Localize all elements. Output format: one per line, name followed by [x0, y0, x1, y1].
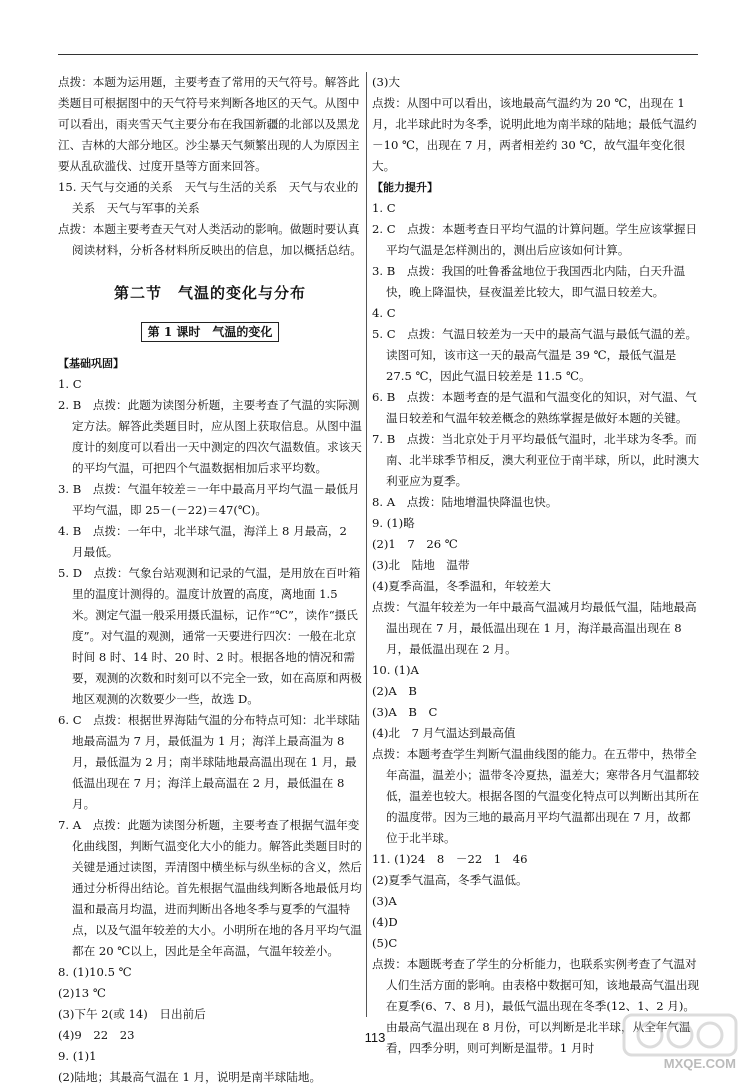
answer-item: 5. C 点拨：气温日较差为一天中的最高气温与最低气温的差。读图可知，该市这一天的最高气温是 39 ℃，最低气温是 27.5 ℃，因此气温日较差是 11.5 ℃。	[372, 327, 698, 383]
answer-item: 9. (1)略	[372, 516, 415, 530]
answer-item: (3)大	[372, 75, 401, 89]
answer-item: (3)A	[372, 894, 397, 908]
lesson-title: 第 1 课时 气温的变化	[141, 322, 280, 342]
answer-item: (4)北 7 月气温达到最高值	[372, 726, 516, 740]
question-15: 15. 天气与交通的关系 天气与生活的关系 天气与农业的关系 天气与军事的关系	[58, 180, 359, 215]
answer-item: 7. A 点拨：此题为读图分析题，主要考查了根据气温年变化曲线图，判断气温变化大小的能力。解答此类题目时的关键是通过读图，弄清图中横坐标与纵坐标的含义，然后通过分析得出结论。首先根据气温曲线判断各地最低月均温和最高月均温，进而判断出各地冬季与夏季的气温特点，以及气温年较差的大小。小明所在地的各月平均气温都在 20 ℃以上，因此是全年高温，气温年较差小。	[58, 818, 362, 958]
answer-item: 7. B 点拨：当北京处于月平均最低气温时，北半球为冬季。而南、北半球季节相反，澳大利亚位于南半球，所以，此时澳大利亚应为夏季。	[372, 432, 700, 488]
answer-item: 11. (1)24 8 －22 1 46	[372, 852, 528, 866]
column-divider	[366, 72, 367, 1017]
answer-item: (3)A B C	[372, 705, 438, 719]
watermark-text: MXQE.COM	[663, 1056, 736, 1071]
answer-item: 点拨：本题既考查了学生的分析能力，也联系实例考查了气温对人们生活方面的影响。由表格中数据可知，该地最高气温出现在夏季(6、7、8 月)，最低气温出现在冬季(12、1、2 月)。由最高气温出现在 8 月份，可以判断是北半球，从全年气温看，四季分明，则可判断是温带。1 月时	[372, 957, 700, 1055]
answer-item: 1. C	[58, 377, 82, 391]
answer-item: 1. C	[372, 201, 396, 215]
section-title: 第二节 气温的变化与分布	[113, 284, 306, 302]
right-column	[372, 72, 700, 1059]
answer-item: (2)陆地；其最高气温在 1 月，说明是南半球陆地。	[58, 1070, 322, 1084]
answer-item: 6. C 点拨：根据世界海陆气温的分布特点可知：北半球陆地最高温为 7 月，最低温为 1 月；海洋上最高温为 8 月，最低温为 2 月；南半球陆地最高温出现在 1 月，最低温出现在 7 月；海洋上最高温在 2 月，最低温在 8 月。	[58, 713, 360, 811]
answer-item: 6. B 点拨：本题考查的是气温和气温变化的知识，对气温、气温日较差和气温年较差概念的熟练掌握是做好本题的关键。	[372, 390, 697, 425]
answer-item: (2)13 ℃	[58, 986, 106, 1000]
answer-item: (2)1 7 26 ℃	[372, 537, 458, 551]
answer-item: 10. (1)A	[372, 663, 419, 677]
question-15-hint: 点拨：本题主要考查天气对人类活动的影响。做题时要认真阅读材料，分析各材料所反映出的信息，加以概括总结。	[58, 222, 362, 257]
answer-item: (3)下午 2(或 14) 日出前后	[58, 1007, 206, 1021]
answer-item: 点拨：气温年较差为一年中最高气温减月均最低气温，陆地最高温出现在 7 月，最低温出现在 1 月，海洋最高温出现在 8 月，最低温出现在 2 月。	[372, 600, 697, 656]
ability-label: 【能力提升】	[372, 181, 438, 194]
answer-item: 3. B 点拨：我国的吐鲁番盆地位于我国西北内陆，白天升温快，晚上降温快，昼夜温差比较大，即气温日较差大。	[372, 264, 686, 299]
answer-item: 9. (1)1	[58, 1049, 97, 1063]
top-rule	[58, 54, 698, 55]
page-number: 113	[364, 1030, 386, 1045]
paragraph-hint: 点拨：从图中可以看出，该地最高气温约为 20 ℃，出现在 1 月，北半球此时为冬季，说明此地为南半球的陆地；最低气温约－10 ℃，出现在 7 月，两者相差约 30 ℃，故气温年变化很大。	[372, 96, 697, 173]
answer-item: 3. B 点拨：气温年较差＝一年中最高月平均气温－最低月平均气温，即 25－(－22)＝47(℃)。	[58, 482, 360, 517]
answer-item: 5. D 点拨：气象台站观测和记录的气温，是用放在百叶箱里的温度计测得的。温度计放置的高度，离地面 1.5 米。测定气温一般采用摄氏温标，记作“℃”，读作“摄氏度”。对气温的观测，通常一天要进行四次：一般在北京时间 8 时、14 时、20 时、2 时。根据各地的情况和需要，观测的次数和时刻可以不完全一致，如在高原和两极地区观测的次数要少一些，故选 D。	[58, 566, 362, 706]
answer-item: 8. (1)10.5 ℃	[58, 965, 132, 979]
basic-label: 【基础巩固】	[58, 357, 124, 370]
answer-item: 2. B 点拨：此题为读图分析题，主要考查了气温的实际测定方法。解答此类题目时，应从图上获取信息。从图中温度计的刻度可以看出一天中测定的四次气温数值。求该天的平均气温，可把四个气温数据相加后求平均数。	[58, 398, 362, 475]
answer-item: (3)北 陆地 温带	[372, 558, 470, 572]
answer-item: (4)9 22 23	[58, 1028, 135, 1042]
answer-item: 4. B 点拨：一年中，北半球气温，海洋上 8 月最高，2 月最低。	[58, 524, 347, 559]
answer-item: 点拨：本题考查学生判断气温曲线图的能力。在五带中，热带全年高温，温差小；温带冬冷夏热，温差大；寒带各月气温都较低，温差也较大。根据各图的气温变化特点可以判断出其所在的温度带。因为三地的最高月平均气温都出现在 7 月，故都位于北半球。	[372, 747, 700, 845]
answer-item: (4)夏季高温，冬季温和，年较差大	[372, 579, 551, 593]
paragraph-hint: 点拨：本题为运用题，主要考查了常用的天气符号。解答此类题目可根据图中的天气符号来判断各地区的天气。从图中可以看出，雨夹雪天气主要分布在我国新疆的北部以及黑龙江、吉林的大部分地区。沙尘暴天气频繁出现的人为原因主要从乱砍滥伐、过度开垦等方面来回答。	[58, 75, 360, 173]
answer-item: (5)C	[372, 936, 398, 950]
answer-item: (4)D	[372, 915, 398, 929]
left-column	[58, 72, 362, 1088]
answer-item: 2. C 点拨：本题考查日平均气温的计算问题。学生应该掌握日平均气温是怎样测出的，测出后应该如何计算。	[372, 222, 698, 257]
answer-item: 8. A 点拨：陆地增温快降温也快。	[372, 495, 558, 509]
answer-item: (2)A B	[372, 684, 417, 698]
answer-item: (2)夏季气温高，冬季气温低。	[372, 873, 528, 887]
answer-item: 4. C	[372, 306, 396, 320]
